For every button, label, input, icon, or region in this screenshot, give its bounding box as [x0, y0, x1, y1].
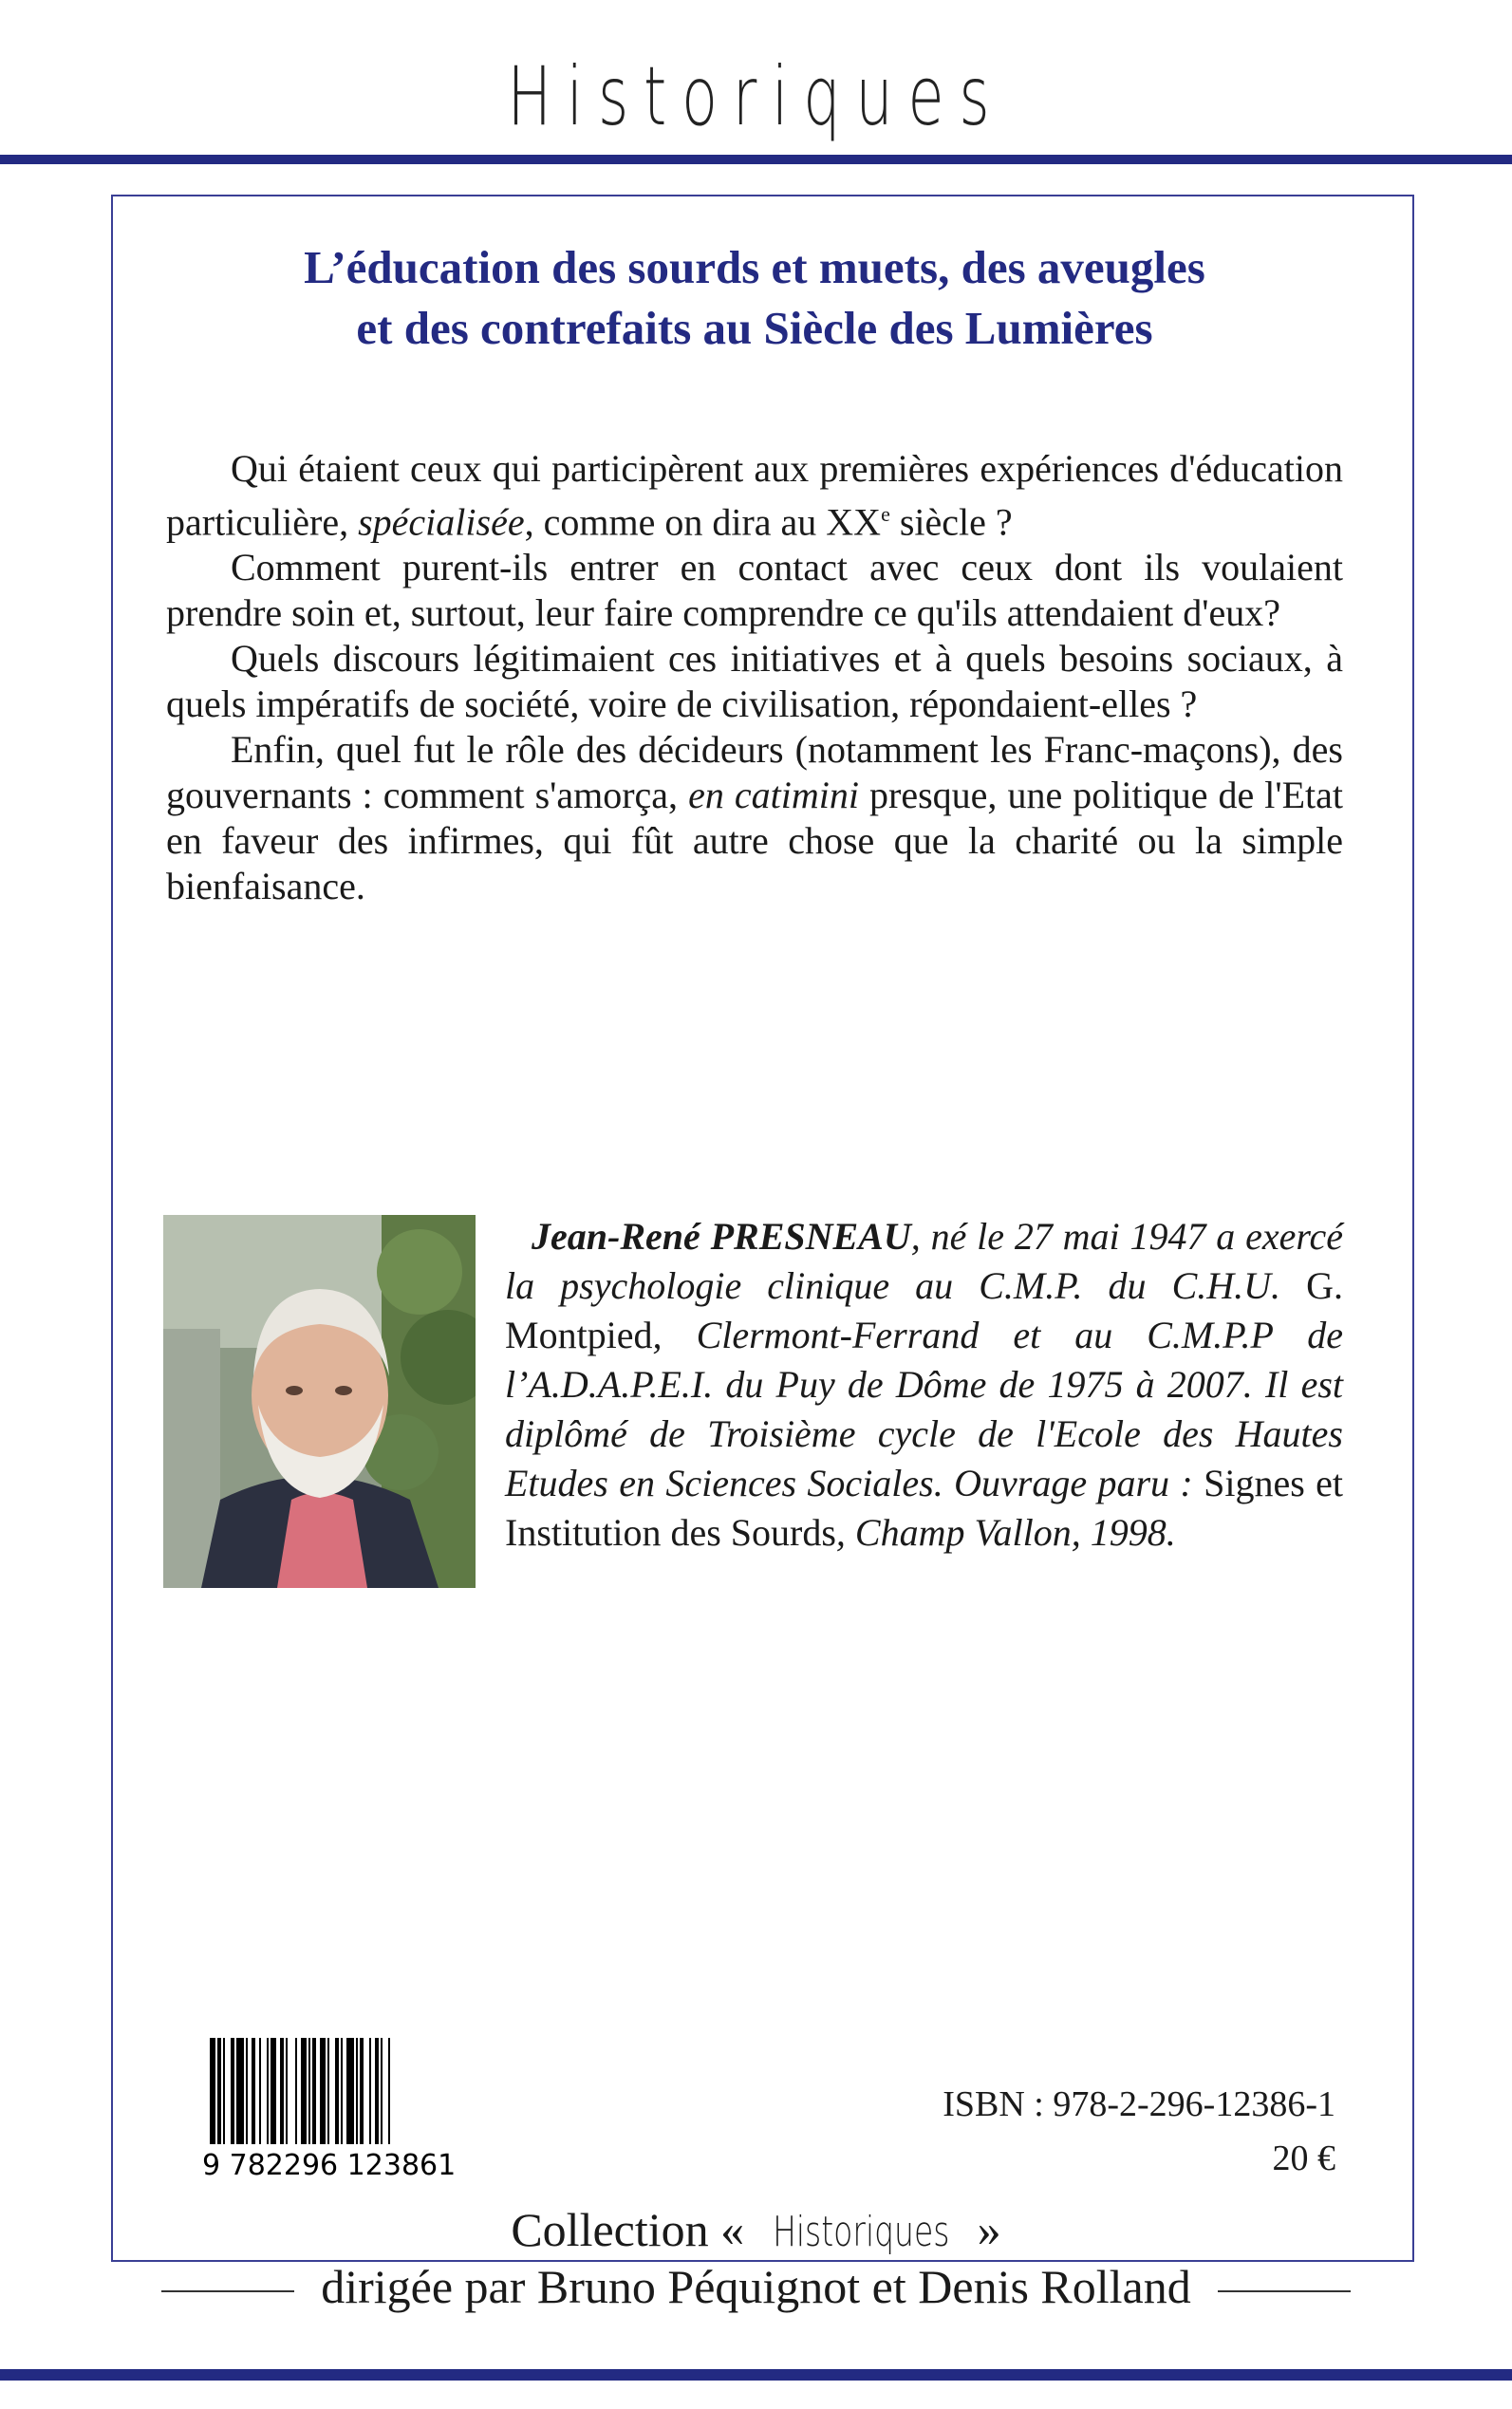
- blurb-p1-text-3: siècle ?: [889, 500, 1013, 544]
- directed-by: dirigée par Bruno Péquignot et Denis Rolland: [321, 2260, 1191, 2313]
- blurb-p4-emphasis: en catimini: [688, 774, 859, 817]
- blurb-paragraph-2: Comment purent-ils entrer en contact avec ceux dont ils voulaient prendre soin et, surtout, leur faire comprendre ce qu'ils attendaient d'eux?: [166, 546, 1343, 635]
- barcode-bar: [369, 2038, 371, 2144]
- book-title: [142, 237, 1367, 359]
- barcode-bar: [327, 2038, 329, 2144]
- barcode-bar: [271, 2038, 276, 2144]
- barcode-bar: [210, 2038, 215, 2144]
- blurb-p1-emphasis: spécialisée: [358, 500, 525, 544]
- barcode-bar: [267, 2038, 269, 2144]
- bio-hospital: G. Montpied: [505, 1264, 1343, 1356]
- collection-line: [0, 2202, 1512, 2257]
- bio-text-3: , Champ Vallon, 1998.: [835, 1511, 1176, 1554]
- blurb-p4-text-2: presque, une politique de l'Etat en faveur des infirmes, qui fût autre chose que la charité ou la simple bienfaisance.: [166, 774, 1344, 908]
- title-line-2: et des contrefaits au Siècle des Lumières: [356, 302, 1153, 354]
- barcode-bar: [252, 2038, 255, 2144]
- collection-name: Historiques: [772, 2208, 950, 2256]
- collection-suffix: »: [977, 2203, 1001, 2256]
- barcode-bar: [301, 2038, 307, 2144]
- title-line-1: L’éducation des sourds et muets, des aveugles: [304, 241, 1205, 293]
- barcode-bar: [356, 2038, 358, 2144]
- top-rule: [0, 155, 1512, 164]
- barcode-bar: [381, 2038, 383, 2144]
- barcode-bar: [286, 2038, 288, 2144]
- author-name: Jean-René PRESNEAU: [532, 1215, 911, 1258]
- blurb-p1-text: Qui étaient ceux qui participèrent aux premières expériences d'éducation particulière,: [166, 447, 1343, 544]
- blurb-paragraph-3: Quels discours légitimaient ces initiatives et à quels besoins sociaux, à quels impératifs de société, voire de civilisation, répondaient-elles ?: [166, 637, 1343, 726]
- bio-book-title: Signes et Institution des Sourds: [505, 1462, 1343, 1554]
- barcode-bar: [308, 2038, 310, 2144]
- bio-text-2: , Clermont-Ferrand et au C.M.P.P de l’A.D.A.P.E.I. du Puy de Dôme de 1975 à 2007. Il est diplômé de Troisième cycle de l'Ecole des Hautes Etudes en Sciences Sociales. Ouvrage paru :: [505, 1314, 1343, 1504]
- barcode-bar: [346, 2038, 354, 2144]
- barcode-bar: [388, 2038, 390, 2144]
- blurb-p4-text: Enfin, quel fut le rôle des décideurs (notamment les Franc-maçons), des gouvernants : comment s'amorça,: [166, 728, 1343, 817]
- bottom-rule: [0, 2369, 1512, 2381]
- blurb: [166, 446, 1343, 909]
- barcode-bar: [341, 2038, 343, 2144]
- blurb-p1-text-2: , comme on dira au XX: [524, 500, 882, 544]
- barcode-bar: [295, 2038, 297, 2144]
- barcode-bar: [312, 2038, 316, 2144]
- barcode-bar: [259, 2038, 261, 2144]
- barcode-bar: [375, 2038, 379, 2144]
- author-bio: [505, 1212, 1343, 1558]
- barcode: [202, 2038, 515, 2180]
- series-name: Historiques: [507, 49, 1005, 144]
- century-superscript: e: [881, 502, 890, 526]
- author-photo: [163, 1215, 476, 1588]
- barcode-bar: [236, 2038, 244, 2144]
- barcode-bar: [231, 2038, 234, 2144]
- collection-prefix: Collection «: [511, 2203, 745, 2256]
- right-dash: [1218, 2290, 1351, 2292]
- bio-text-1: , né le 27 mai 1947 a exercé la psychologie clinique au C.M.P. du C.H.U.: [505, 1215, 1343, 1307]
- blurb-paragraph-4: [166, 727, 1343, 909]
- barcode-bar: [246, 2038, 248, 2144]
- blurb-paragraph-1: [166, 446, 1343, 545]
- isbn: ISBN : 978-2-296-12386-1: [943, 2084, 1335, 2124]
- barcode-bar: [280, 2038, 284, 2144]
- barcode-bar: [223, 2038, 225, 2144]
- barcode-bar: [335, 2038, 339, 2144]
- bio-paragraph: [505, 1212, 1343, 1558]
- barcode-bar: [217, 2038, 221, 2144]
- barcode-bar: [320, 2038, 326, 2144]
- barcode-bar: [360, 2038, 364, 2144]
- price: 20 €: [1272, 2138, 1335, 2178]
- barcode-digits: 9 782296 123861: [202, 2149, 457, 2180]
